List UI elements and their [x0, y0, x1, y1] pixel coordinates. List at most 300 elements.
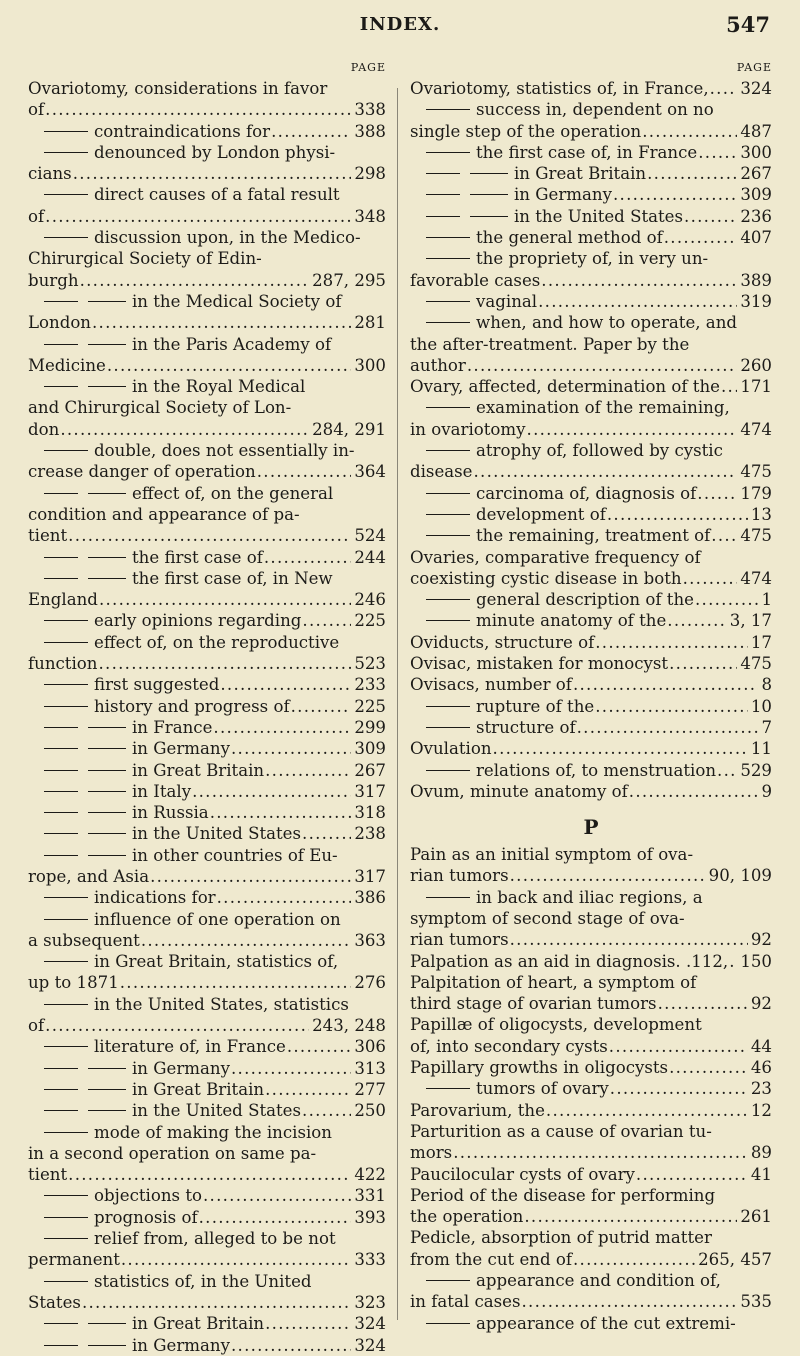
entry-page: 475 [740, 654, 772, 674]
ditto-dash [44, 1132, 88, 1133]
entry-text: tient [28, 526, 68, 546]
entry-text: rupture of the [476, 696, 595, 716]
index-entry [410, 696, 772, 717]
ditto-dash [44, 642, 88, 643]
entry-text: early opinions regarding [94, 611, 302, 631]
ditto-dash [426, 620, 470, 621]
leader-dots [107, 355, 351, 376]
page-number: 547 [726, 12, 770, 37]
entry-text: burgh [28, 270, 79, 290]
entry-text: a subsequent [28, 930, 140, 950]
leader-dots [546, 1100, 748, 1121]
entry-page: 150 [740, 951, 772, 971]
entry-text: the first case of [132, 547, 263, 567]
entry-text: statistics of, in the United [94, 1271, 312, 1291]
entry-text: general description of the [476, 590, 694, 610]
entry-text: mode of making the incision [94, 1122, 332, 1142]
ditto-dash [88, 557, 126, 558]
entry-page: 250 [354, 1101, 386, 1121]
ditto-dash [44, 855, 78, 856]
ditto-dash [44, 1345, 78, 1346]
ditto-dash [44, 301, 78, 302]
index-entry [410, 760, 772, 781]
entry-text: the after-treatment. Paper by the [410, 334, 690, 354]
entry-page: 8 [761, 675, 772, 695]
index-entry [28, 440, 386, 461]
index-entry [410, 1164, 772, 1185]
index-entry [410, 1249, 772, 1270]
ditto-dash [44, 1238, 88, 1239]
index-entry [28, 866, 386, 887]
entry-text: in a second operation on same pa- [28, 1143, 317, 1163]
entry-text: disease [410, 462, 473, 482]
entry-page: 324 [354, 1314, 386, 1334]
ditto-dash [44, 194, 88, 195]
index-entry [410, 568, 772, 589]
right-column [410, 57, 772, 1334]
index-entry [410, 717, 772, 738]
index-entry [410, 78, 772, 99]
entry-text: in Germany [132, 739, 230, 759]
entry-page: 317 [354, 781, 386, 801]
index-entry [28, 696, 386, 717]
index-entry [410, 951, 772, 972]
index-entry [28, 994, 386, 1015]
entry-page: 364 [354, 462, 386, 482]
index-entry [28, 738, 386, 759]
leader-dots [141, 930, 351, 951]
index-entry [410, 1078, 772, 1099]
entry-text: permanent [28, 1250, 120, 1270]
right-entries [410, 78, 772, 1334]
leader-dots [60, 419, 309, 440]
leader-dots [664, 227, 738, 248]
index-entry [410, 227, 772, 248]
entry-page: 309 [354, 739, 386, 759]
index-entry [28, 483, 386, 504]
index-entry [410, 738, 772, 759]
entry-text: examination of the remaining, [476, 398, 730, 418]
entry-text: Parovarium, the [410, 1100, 545, 1120]
ditto-dash [426, 152, 470, 153]
index-entry [28, 142, 386, 163]
entry-page: 529 [740, 760, 772, 780]
index-entry [28, 504, 386, 525]
entry-page: 348 [354, 206, 386, 226]
entry-text: cians [28, 164, 72, 184]
ditto-dash [426, 301, 470, 302]
index-entry [28, 632, 386, 653]
entry-page: 317 [354, 866, 386, 886]
leader-dots [291, 696, 352, 717]
index-entry [28, 525, 386, 546]
leader-dots [493, 738, 748, 759]
index-entry [28, 461, 386, 482]
entry-page: 10 [750, 696, 772, 716]
index-entry [410, 610, 772, 631]
ditto-dash [470, 194, 508, 195]
entry-text: in Great Britain, statistics of, [94, 952, 339, 972]
index-entry [28, 568, 386, 589]
ditto-dash [44, 1323, 78, 1324]
entry-text: Pain as an initial symptom of ova- [410, 845, 694, 865]
index-entry [410, 589, 772, 610]
index-entry [28, 291, 386, 312]
index-entry [410, 1014, 772, 1035]
leader-dots [658, 993, 748, 1014]
index-entry [410, 525, 772, 546]
index-entry [28, 1164, 386, 1185]
ditto-dash [44, 812, 78, 813]
entry-page: 23 [750, 1079, 772, 1099]
entry-text: condition and appearance of pa- [28, 504, 300, 524]
ditto-dash [88, 1345, 126, 1346]
ditto-dash [88, 855, 126, 856]
index-entry [410, 355, 772, 376]
entry-page: 319 [740, 291, 772, 311]
ditto-dash [88, 578, 126, 579]
index-entry [28, 547, 386, 568]
index-entry [28, 972, 386, 993]
entry-text: the remaining, treatment of [476, 526, 711, 546]
entry-page: 3, 17 [729, 611, 772, 631]
index-entry [410, 504, 772, 525]
entry-text: mors [410, 1143, 453, 1163]
leader-dots [217, 887, 352, 908]
entry-text: of [28, 1016, 45, 1036]
index-entry [410, 99, 772, 120]
entry-page: 298 [354, 164, 386, 184]
ditto-dash [44, 152, 88, 153]
ditto-dash [44, 1089, 78, 1090]
ditto-dash [88, 833, 126, 834]
ditto-dash [44, 748, 78, 749]
entry-text: history and progress of [94, 696, 290, 716]
index-entry [28, 163, 386, 184]
entry-page: 309 [740, 185, 772, 205]
ditto-dash [44, 727, 78, 728]
entry-text: prognosis of [94, 1207, 198, 1227]
leader-dots [68, 1164, 351, 1185]
entry-text: Palpitation of heart, a symptom of [410, 972, 697, 992]
entry-text: double, does not essentially in- [94, 441, 355, 461]
ditto-dash [426, 1088, 470, 1089]
ditto-dash [44, 961, 88, 962]
index-entry [410, 1291, 772, 1312]
index-entry [28, 1292, 386, 1313]
ditto-dash [88, 386, 126, 387]
left-column [28, 57, 386, 1356]
index-entry [28, 1249, 386, 1270]
entry-page: 260 [740, 355, 772, 375]
leader-dots [577, 717, 759, 738]
entry-text: Ovaries, comparative frequency of [410, 547, 701, 567]
leader-dots [683, 568, 738, 589]
entry-page: 313 [354, 1058, 386, 1078]
entry-text: symptom of second stage of ova- [410, 908, 685, 928]
entry-page: 244 [354, 547, 386, 567]
index-entry [410, 163, 772, 184]
index-entry [28, 781, 386, 802]
left-page-label: PAGE [350, 61, 386, 74]
entry-text: the first case of, in New [132, 568, 333, 588]
index-entry [410, 674, 772, 695]
leader-dots [150, 866, 351, 887]
entry-page: 238 [354, 824, 386, 844]
entry-text: tumors of ovary [476, 1079, 609, 1099]
entry-page: 225 [354, 611, 386, 631]
index-entry [28, 1122, 386, 1143]
entry-page: 17 [750, 632, 772, 652]
entry-page: 474 [740, 568, 772, 588]
ditto-dash [426, 535, 470, 536]
ditto-dash [88, 1089, 126, 1090]
entry-text: in France [132, 717, 213, 737]
entry-page: 474 [740, 419, 772, 439]
ditto-dash [44, 344, 78, 345]
index-entry [28, 270, 386, 291]
index-entry [28, 355, 386, 376]
index-entry [28, 419, 386, 440]
leader-dots [199, 1207, 352, 1228]
entry-page: 323 [354, 1292, 386, 1312]
index-entry [410, 1100, 772, 1121]
leader-dots [80, 270, 310, 291]
entry-text: minute anatomy of the [476, 611, 667, 631]
entry-page: 535 [740, 1292, 772, 1312]
index-entry [410, 483, 772, 504]
ditto-dash [88, 1323, 126, 1324]
leader-dots [45, 99, 351, 120]
ditto-dash [426, 897, 470, 898]
index-entry [410, 291, 772, 312]
index-entry [410, 376, 772, 397]
entry-page: 393 [354, 1207, 386, 1227]
page-header [0, 10, 800, 50]
entry-text: effect of, on the reproductive [94, 632, 340, 652]
entry-page: 338 [354, 100, 386, 120]
right-page-label: PAGE [736, 61, 772, 74]
leader-dots [595, 696, 748, 717]
entry-page: 475 [740, 462, 772, 482]
column-divider [397, 88, 398, 1320]
entry-text: the operation [410, 1207, 524, 1227]
entry-page: 475 [740, 526, 772, 546]
leader-dots [257, 461, 352, 482]
leader-dots [538, 291, 737, 312]
leader-dots [302, 1100, 351, 1121]
index-entry [410, 1057, 772, 1078]
entry-text: Pedicle, absorption of putrid matter [410, 1228, 712, 1248]
entry-page: 46 [750, 1058, 772, 1078]
entry-text: Papillary growths in oligocysts [410, 1058, 669, 1078]
entry-text: structure of [476, 717, 576, 737]
leader-dots [522, 1291, 738, 1312]
ditto-dash [426, 216, 460, 217]
entry-text: appearance and condition of, [476, 1271, 721, 1291]
entry-text: up to 1871 [28, 973, 119, 993]
index-entry [28, 909, 386, 930]
entry-text: Ovum, minute anatomy of [410, 781, 628, 801]
entry-text: contraindications for [94, 121, 271, 141]
leader-dots [68, 525, 351, 546]
index-entry [28, 1228, 386, 1249]
entry-text: the general method of [476, 228, 663, 248]
leader-dots [231, 1058, 351, 1079]
index-entry [410, 440, 772, 461]
leader-dots [711, 525, 737, 546]
entry-text: in the Royal Medical [132, 377, 306, 397]
leader-dots [203, 1185, 351, 1206]
ditto-dash [426, 599, 470, 600]
entry-text: relief from, alleged to be not [94, 1229, 336, 1249]
leader-dots [213, 717, 351, 738]
entry-page: 324 [740, 79, 772, 98]
entry-text: tient [28, 1165, 68, 1185]
entry-text: from the cut end of [410, 1249, 572, 1269]
ditto-dash [44, 131, 88, 132]
ditto-dash [426, 770, 470, 771]
leader-dots [192, 781, 351, 802]
entry-page: 233 [354, 675, 386, 695]
leader-dots [613, 184, 737, 205]
entry-text: in the United States [132, 1101, 302, 1121]
entry-page: 90, 109 [708, 866, 772, 886]
entry-text: Palpation as an aid in diagnosis. .112, [410, 951, 729, 971]
entry-text: in Great Britain [132, 1079, 265, 1099]
leader-dots [729, 951, 737, 972]
leader-dots [265, 1079, 351, 1100]
entry-text: objections to [94, 1186, 202, 1206]
entry-text: Parturition as a cause of ovarian tu- [410, 1121, 712, 1141]
index-entry [28, 334, 386, 355]
entry-text: literature of, in France [94, 1037, 286, 1057]
entry-text: rian tumors [410, 866, 509, 886]
ditto-dash [44, 1110, 78, 1111]
index-entry [28, 78, 386, 99]
entry-text: development of [476, 504, 606, 524]
index-entry [28, 717, 386, 738]
index-entry [410, 1036, 772, 1057]
entry-text: in the United States, statistics [94, 994, 349, 1014]
ditto-dash [44, 770, 78, 771]
entry-page: 246 [354, 590, 386, 610]
entry-page: 318 [354, 803, 386, 823]
ditto-dash [426, 194, 460, 195]
leader-dots [607, 504, 748, 525]
leader-dots [610, 1078, 748, 1099]
entry-page: 277 [354, 1079, 386, 1099]
running-title: INDEX. [359, 14, 441, 35]
index-entry [410, 270, 772, 291]
entry-page: 92 [750, 930, 772, 950]
leader-dots [527, 419, 738, 440]
ditto-dash [44, 1217, 88, 1218]
entry-text: Medicine [28, 355, 106, 375]
index-entry [410, 653, 772, 674]
ditto-dash [426, 173, 460, 174]
ditto-dash [426, 258, 470, 259]
index-entry [28, 1015, 386, 1036]
entry-text: the first case of, in France [476, 142, 698, 162]
index-entry [28, 589, 386, 610]
index-entry [410, 1121, 772, 1142]
entry-text: in the United States [132, 824, 302, 844]
leader-dots [287, 1036, 352, 1057]
entry-page: 300 [740, 142, 772, 162]
ditto-dash [426, 109, 470, 110]
index-entry [410, 397, 772, 418]
leader-dots [210, 802, 352, 823]
index-entry [28, 99, 386, 120]
ditto-dash [88, 1068, 126, 1069]
index-entry [410, 419, 772, 440]
leader-dots [73, 163, 352, 184]
entry-text: atrophy of, followed by cystic [476, 441, 723, 461]
entry-text: rian tumors [410, 930, 509, 950]
leader-dots [684, 206, 737, 227]
leader-dots [717, 760, 737, 781]
ditto-dash [426, 493, 470, 494]
ditto-dash [44, 1068, 78, 1069]
ditto-dash [44, 557, 78, 558]
ditto-dash [44, 1281, 88, 1282]
entry-text: of [28, 206, 45, 226]
leader-dots [510, 929, 748, 950]
index-entry [28, 227, 386, 248]
entry-page: 299 [354, 717, 386, 737]
entry-page: 306 [354, 1037, 386, 1057]
leader-dots [120, 972, 352, 993]
entry-text: Ovulation [410, 739, 492, 759]
ditto-dash [44, 897, 88, 898]
leader-dots [467, 355, 737, 376]
leader-dots [609, 1036, 748, 1057]
index-entry [28, 121, 386, 142]
ditto-dash [44, 706, 88, 707]
leader-dots [99, 589, 351, 610]
entry-text: function [28, 654, 98, 674]
index-entry [410, 334, 772, 355]
ditto-dash [426, 514, 470, 515]
entry-text: Chirurgical Society of Edin- [28, 249, 262, 269]
ditto-dash [470, 173, 508, 174]
index-entry [410, 461, 772, 482]
index-entry [28, 248, 386, 269]
index-entry [28, 610, 386, 631]
index-entry [410, 781, 772, 802]
leader-dots [302, 610, 351, 631]
entry-text: discussion upon, in the Medico- [94, 228, 361, 248]
index-entry [28, 930, 386, 951]
index-entry [410, 844, 772, 865]
entry-page: 386 [354, 888, 386, 908]
leader-dots [453, 1142, 748, 1163]
index-entry [28, 184, 386, 205]
leader-dots [698, 142, 737, 163]
entry-text: don [28, 419, 60, 439]
index-entry [410, 632, 772, 653]
entry-page: 281 [354, 313, 386, 333]
leader-dots [98, 653, 351, 674]
index-entry [410, 1142, 772, 1163]
entry-text: rope, and Asia [28, 866, 150, 886]
entry-page: 300 [354, 355, 386, 375]
leader-dots [264, 547, 351, 568]
index-entry [28, 1100, 386, 1121]
index-entry [28, 887, 386, 908]
ditto-dash [44, 450, 88, 451]
